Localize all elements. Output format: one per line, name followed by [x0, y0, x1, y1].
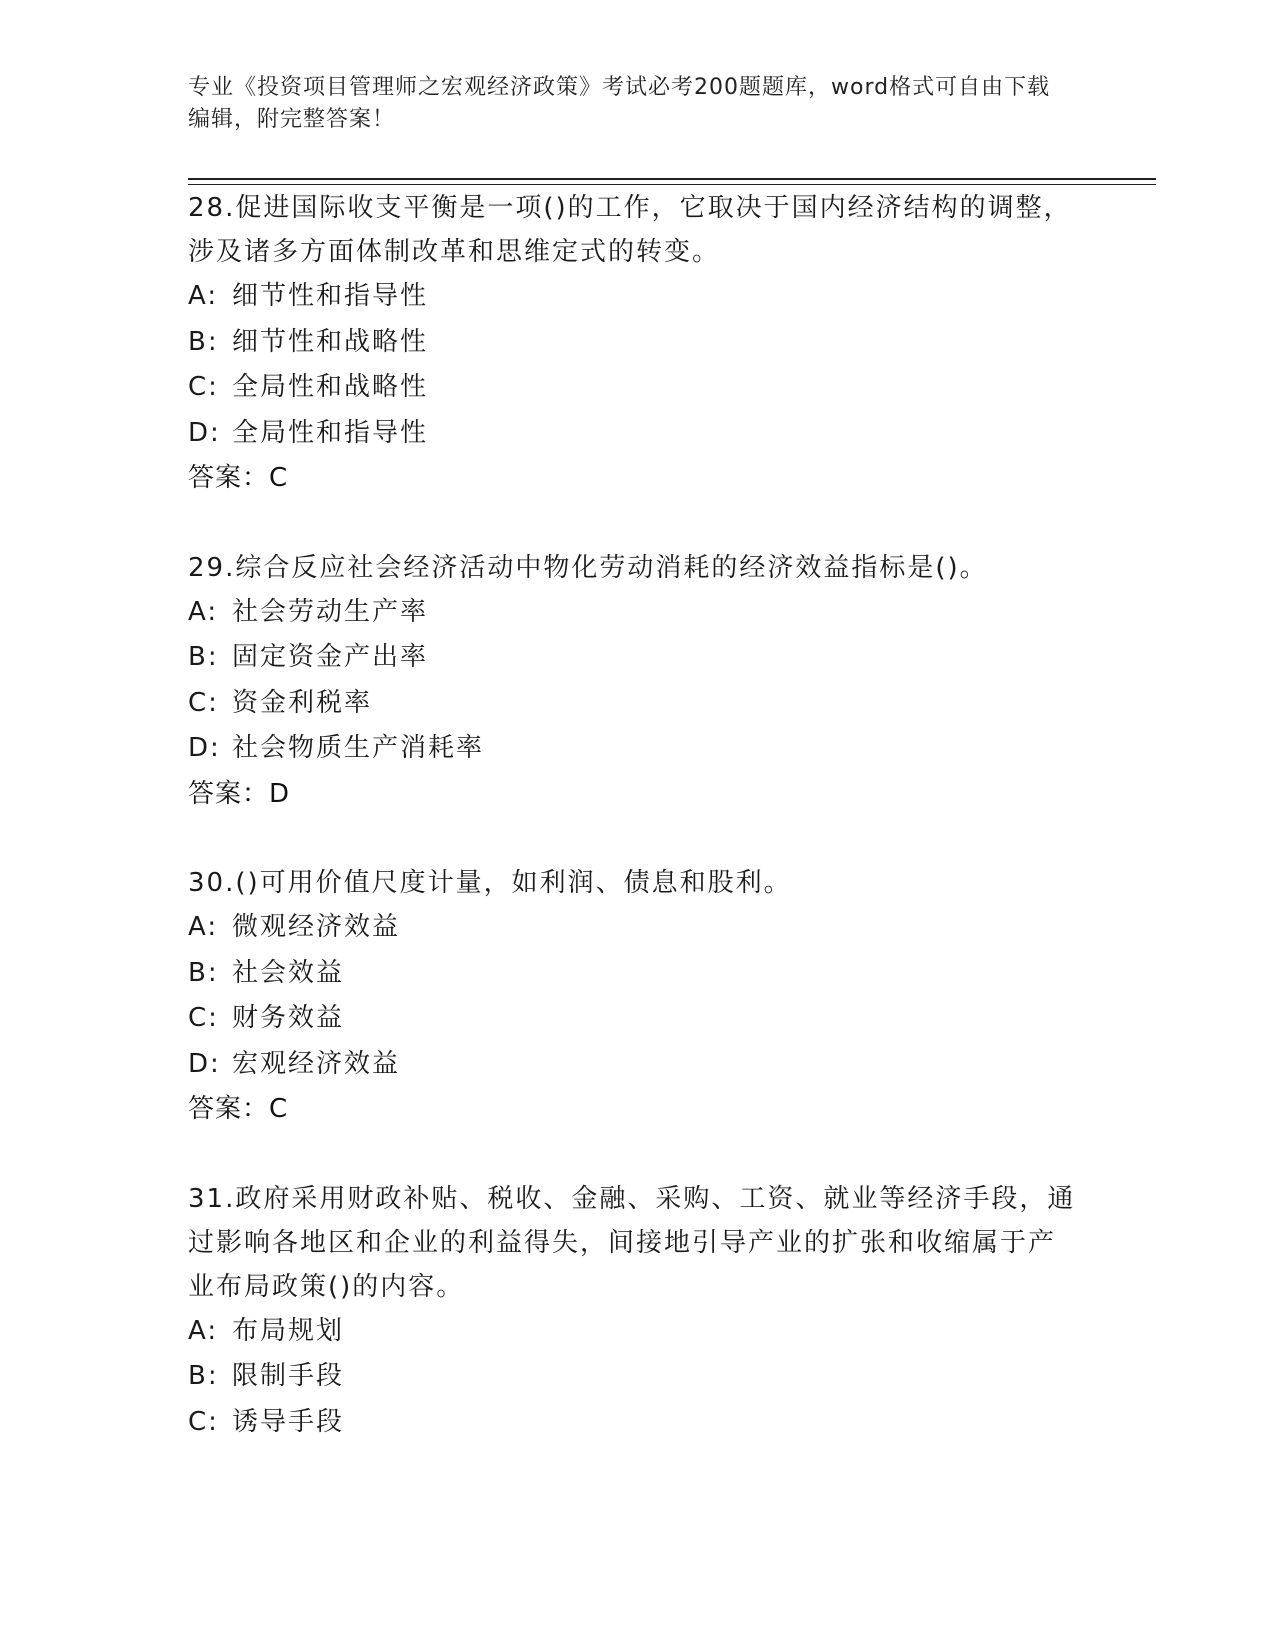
option-letter: C:	[188, 1003, 219, 1033]
option-text: 资金利税率	[232, 687, 373, 718]
option-letter: A:	[188, 1315, 219, 1346]
option-d	[188, 726, 1088, 772]
option-a	[188, 1309, 1088, 1355]
question-stem: 30.()可用价值尺度计量，如利润、债息和股利。	[188, 868, 792, 898]
option-text: 细节性和指导性	[232, 281, 429, 311]
option-b	[188, 951, 1088, 997]
option-text: 诱导手段	[232, 1406, 345, 1437]
option-c	[188, 1400, 1088, 1446]
option-letter: D:	[188, 733, 221, 763]
option-text: 微观经济效益	[232, 912, 401, 942]
option-text: 限制手段	[232, 1361, 345, 1391]
option-text: 宏观经济效益	[232, 1048, 401, 1079]
option-letter: B:	[188, 1361, 219, 1391]
option-c	[188, 681, 1088, 727]
question-29	[188, 546, 1088, 818]
option-text: 社会效益	[232, 957, 345, 988]
option-text: 社会物质生产消耗率	[232, 733, 485, 763]
option-b	[188, 1354, 1088, 1400]
header-rule-thick	[188, 178, 1156, 180]
option-letter: A:	[188, 596, 219, 627]
option-text: 固定资金产出率	[232, 642, 429, 672]
question-31	[188, 1177, 1088, 1446]
option-c	[188, 365, 1088, 411]
question-28	[188, 186, 1088, 502]
option-b	[188, 635, 1088, 681]
option-letter: B:	[188, 957, 219, 988]
question-30	[188, 861, 1088, 1133]
option-letter: D:	[188, 417, 221, 448]
answer-line: 答案：C	[188, 1094, 289, 1124]
option-text: 布局规划	[232, 1315, 345, 1346]
option-letter: C:	[188, 687, 219, 718]
question-stem: 31.政府采用财政补贴、税收、金融、采购、工资、就业等经济手段，通过影响各地区和企业的利益得失，间接地引导产业的扩张和收缩属于产业布局政策()的内容。	[188, 1183, 1076, 1302]
question-stem: 28.促进国际收支平衡是一项()的工作，它取决于国内经济结构的调整，涉及诸多方面体制改革和思维定式的转变。	[188, 193, 1072, 267]
header-rule-thin	[188, 184, 1156, 185]
question-list	[188, 186, 1088, 1489]
option-d	[188, 411, 1088, 457]
option-text: 社会劳动生产率	[232, 596, 429, 627]
option-d	[188, 1042, 1088, 1088]
question-stem: 29.综合反应社会经济活动中物化劳动消耗的经济效益指标是()。	[188, 552, 988, 583]
option-text: 全局性和指导性	[232, 417, 429, 448]
option-a	[188, 590, 1088, 636]
option-letter: A:	[188, 281, 219, 311]
document-header: 专业《投资项目管理师之宏观经济政策》考试必考200题题库，word格式可自由下载编辑，附完整答案！	[188, 75, 1051, 132]
option-c	[188, 996, 1088, 1042]
option-letter: C:	[188, 372, 219, 402]
option-letter: B:	[188, 326, 219, 357]
option-letter: D:	[188, 1048, 221, 1079]
option-letter: A:	[188, 912, 219, 942]
option-letter: B:	[188, 642, 219, 672]
option-a	[188, 274, 1088, 320]
answer-line: 答案：C	[188, 463, 289, 493]
option-text: 细节性和战略性	[232, 326, 429, 357]
option-text: 全局性和战略性	[232, 372, 429, 402]
option-a	[188, 905, 1088, 951]
option-letter: C:	[188, 1406, 219, 1437]
answer-line: 答案：D	[188, 778, 291, 809]
option-b	[188, 320, 1088, 366]
option-text: 财务效益	[232, 1003, 345, 1033]
